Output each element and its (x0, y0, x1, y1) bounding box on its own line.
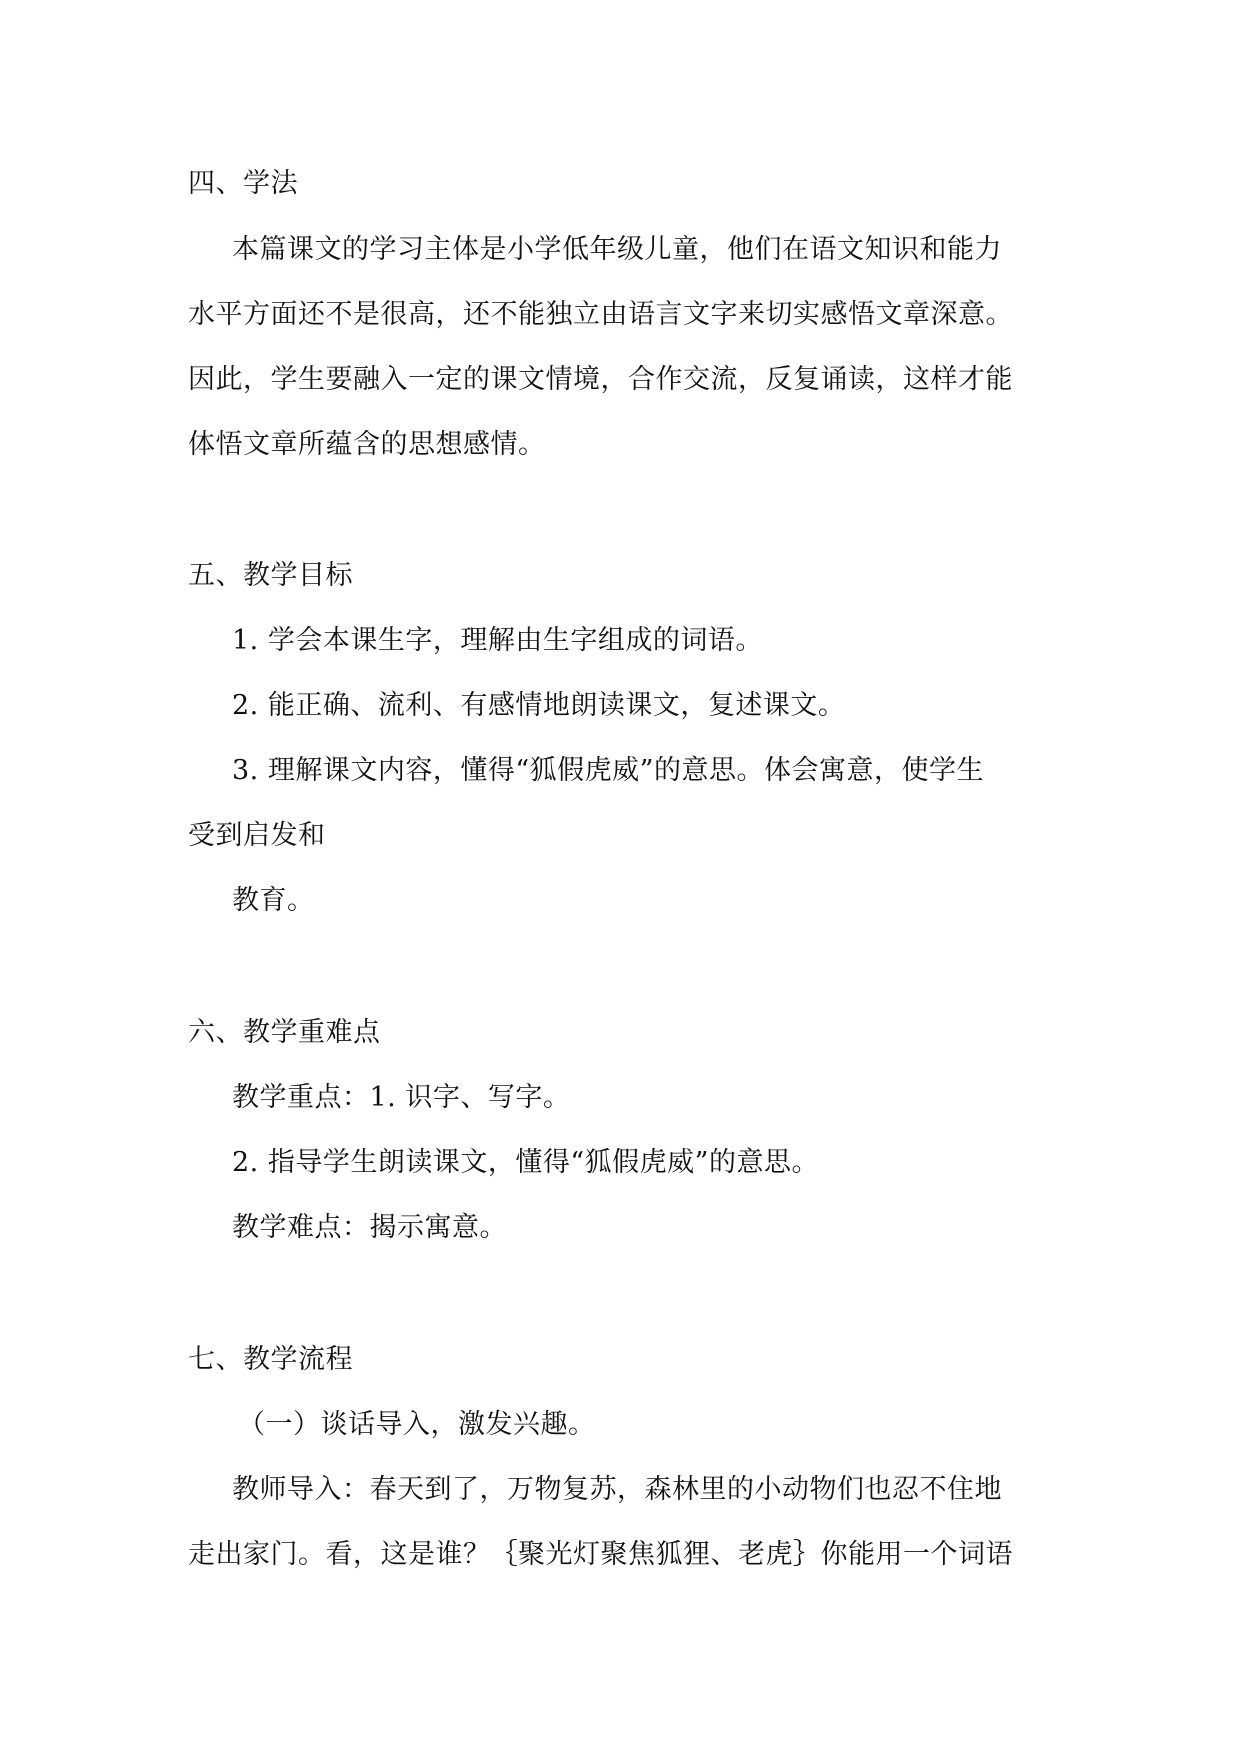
paragraph-line: 走出家门。看，这是谁？｛聚光灯聚焦狐狸、老虎｝你能用一个词语 (188, 1539, 1013, 1570)
paragraph-line: 体悟文章所蕴含的思想感情。 (188, 429, 546, 460)
difficult-point-item: 教学难点：揭示寓意。 (232, 1212, 507, 1243)
section-heading-study-method: 四、学法 (188, 168, 298, 199)
process-step-heading: （一）谈话导入，激发兴趣。 (238, 1409, 596, 1440)
section-heading-teaching-goals: 五、教学目标 (188, 560, 353, 591)
section-heading-teaching-process: 七、教学流程 (188, 1344, 353, 1375)
paragraph-line: 因此，学生要融入一定的课文情境，合作交流，反复诵读，这样才能 (188, 364, 1013, 395)
goal-item: 1. 学会本课生字，理解由生字组成的词语。 (232, 625, 763, 656)
goal-item-continuation: 教育。 (232, 885, 315, 916)
goal-item: 2. 能正确、流利、有感情地朗读课文，复述课文。 (232, 690, 846, 721)
key-point-item: 2. 指导学生朗读课文，懂得“狐假虎威”的意思。 (232, 1147, 819, 1178)
paragraph-line: 本篇课文的学习主体是小学低年级儿童，他们在语文知识和能力 (232, 234, 1002, 265)
key-point-item: 教学重点：1. 识字、写字。 (232, 1082, 571, 1113)
goal-item-continuation: 受到启发和 (188, 820, 326, 851)
goal-item: 3. 理解课文内容，懂得“狐假虎威”的意思。体会寓意，使学生 (232, 755, 984, 786)
section-heading-key-points: 六、教学重难点 (188, 1017, 381, 1048)
paragraph-line: 水平方面还不是很高，还不能独立由语言文字来切实感悟文章深意。 (188, 299, 1013, 330)
paragraph-line: 教师导入：春天到了，万物复苏，森林里的小动物们也忍不住地 (232, 1474, 1002, 1505)
